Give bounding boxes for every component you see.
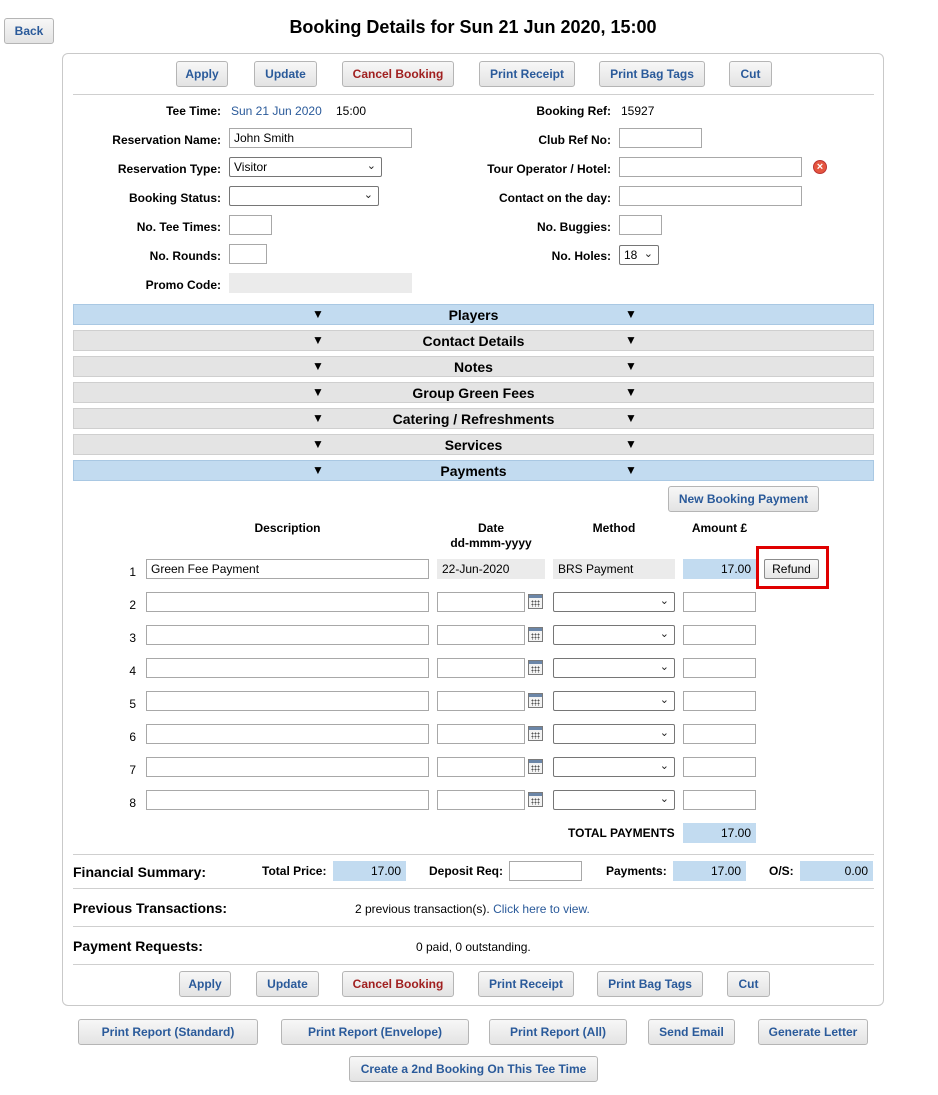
divider	[73, 94, 874, 95]
chevron-down-icon: ⌄	[366, 160, 376, 172]
chevron-down-icon: ⌄	[659, 793, 669, 805]
payment-description-input[interactable]	[146, 658, 429, 678]
new-booking-payment-button[interactable]: New Booking Payment	[668, 486, 819, 512]
calendar-icon[interactable]	[528, 660, 543, 675]
deposit-input[interactable]	[509, 861, 582, 881]
cut-button[interactable]: Cut	[729, 61, 772, 87]
payment-amount-input[interactable]	[683, 625, 756, 645]
previous-transactions-label: Previous Transactions:	[73, 900, 228, 916]
print-report-standard-button[interactable]: Print Report (Standard)	[78, 1019, 258, 1045]
section-title: Players	[448, 307, 499, 323]
payment-date-input[interactable]	[437, 658, 525, 678]
payment-method-select[interactable]	[553, 790, 675, 810]
club-ref-input[interactable]	[619, 128, 702, 148]
triangle-down-icon: ▼	[625, 411, 637, 425]
no-tee-times-input[interactable]	[229, 215, 272, 235]
payment-method-select[interactable]	[553, 625, 675, 645]
payment-date-input[interactable]	[437, 724, 525, 744]
section-services[interactable]	[73, 434, 874, 455]
payment-date-input[interactable]	[437, 790, 525, 810]
section-players[interactable]	[73, 304, 874, 325]
booking-status-select[interactable]	[229, 186, 379, 206]
triangle-down-icon: ▼	[625, 307, 637, 321]
triangle-down-icon: ▼	[312, 463, 324, 477]
section-payments[interactable]	[73, 460, 874, 481]
section-title: Payments	[440, 463, 507, 479]
payments-value: 17.00	[673, 861, 746, 881]
apply-button[interactable]: Apply	[176, 61, 228, 87]
tee-time-date[interactable]: Sun 21 Jun 2020	[231, 104, 322, 118]
chevron-down-icon: ⌄	[659, 760, 669, 772]
calendar-icon[interactable]	[528, 693, 543, 708]
payment-amount-input[interactable]	[683, 724, 756, 744]
payment-description-input[interactable]	[146, 724, 429, 744]
row-number: 5	[129, 697, 136, 711]
no-buggies-label: No. Buggies:	[537, 220, 611, 234]
refund-button[interactable]: Refund	[764, 559, 819, 579]
payment-method-select[interactable]	[553, 658, 675, 678]
section-title: Catering / Refreshments	[392, 411, 555, 427]
booking-ref-label: Booking Ref:	[536, 104, 611, 118]
section-title: Group Green Fees	[412, 385, 535, 401]
chevron-down-icon: ⌄	[659, 694, 669, 706]
payment-date-input[interactable]	[437, 691, 525, 711]
reservation-name-label: Reservation Name:	[112, 133, 221, 147]
section-title: Notes	[454, 359, 493, 375]
payment-description-input[interactable]	[146, 757, 429, 777]
cut-button-bottom[interactable]: Cut	[727, 971, 770, 997]
chevron-down-icon: ⌄	[643, 248, 653, 260]
section-title: Contact Details	[422, 333, 525, 349]
triangle-down-icon: ▼	[625, 359, 637, 373]
row-number: 3	[129, 631, 136, 645]
reservation-type-select[interactable]	[229, 157, 382, 177]
payment-amount-input: 17.00	[683, 559, 756, 579]
triangle-down-icon: ▼	[625, 385, 637, 399]
print-receipt-button-bottom[interactable]: Print Receipt	[478, 971, 574, 997]
cancel-booking-button[interactable]: Cancel Booking	[342, 61, 454, 87]
apply-button-bottom[interactable]: Apply	[179, 971, 231, 997]
tour-operator-input[interactable]	[619, 157, 802, 177]
no-tee-times-label: No. Tee Times:	[136, 220, 221, 234]
row-number: 8	[129, 796, 136, 810]
divider	[73, 926, 874, 927]
previous-transactions-count: 2 previous transaction(s).	[355, 902, 490, 916]
triangle-down-icon: ▼	[625, 437, 637, 451]
payment-amount-input[interactable]	[683, 757, 756, 777]
reservation-name-input[interactable]: John Smith	[229, 128, 412, 148]
tour-operator-label: Tour Operator / Hotel:	[487, 162, 611, 176]
section-notes[interactable]	[73, 356, 874, 377]
print-bag-tags-button-bottom[interactable]: Print Bag Tags	[597, 971, 703, 997]
payment-method-select[interactable]	[553, 757, 675, 777]
payment-date-input[interactable]	[437, 625, 525, 645]
promo-code-label: Promo Code:	[145, 278, 221, 292]
payment-description-input[interactable]	[146, 625, 429, 645]
no-buggies-input[interactable]	[619, 215, 662, 235]
triangle-down-icon: ▼	[312, 333, 324, 347]
triangle-down-icon: ▼	[312, 411, 324, 425]
reservation-type-label: Reservation Type:	[117, 162, 221, 176]
generate-letter-button[interactable]: Generate Letter	[758, 1019, 868, 1045]
section-title: Services	[444, 437, 503, 453]
total-payments-value: 17.00	[683, 823, 756, 843]
contact-label: Contact on the day:	[498, 191, 611, 205]
payment-amount-input[interactable]	[683, 691, 756, 711]
triangle-down-icon: ▼	[312, 385, 324, 399]
payment-requests-text: 0 paid, 0 outstanding.	[416, 940, 531, 954]
booking-status-label: Booking Status:	[129, 191, 221, 205]
promo-code-input[interactable]	[229, 273, 412, 293]
payment-description-input[interactable]: Green Fee Payment	[146, 559, 429, 579]
send-email-button[interactable]: Send Email	[648, 1019, 735, 1045]
no-holes-value: 18	[624, 248, 638, 262]
cancel-booking-button-bottom[interactable]: Cancel Booking	[342, 971, 454, 997]
payment-method-select[interactable]	[553, 592, 675, 612]
financial-summary-label: Financial Summary:	[73, 864, 207, 880]
create-second-booking-button[interactable]: Create a 2nd Booking On This Tee Time	[349, 1056, 598, 1082]
no-holes-select[interactable]	[619, 245, 659, 265]
chevron-down-icon: ⌄	[659, 595, 669, 607]
chevron-down-icon: ⌄	[659, 628, 669, 640]
no-rounds-label: No. Rounds:	[149, 249, 221, 263]
page-title: Booking Details for Sun 21 Jun 2020, 15:00	[289, 17, 657, 37]
payment-description-input[interactable]	[146, 790, 429, 810]
triangle-down-icon: ▼	[625, 463, 637, 477]
print-report-all-button[interactable]: Print Report (All)	[489, 1019, 627, 1045]
triangle-down-icon: ▼	[312, 437, 324, 451]
payment-method-input: BRS Payment	[553, 559, 675, 579]
triangle-down-icon: ▼	[312, 359, 324, 373]
view-transactions-link[interactable]: Click here to view.	[493, 902, 590, 916]
total-price-label: Total Price:	[262, 864, 327, 878]
payment-description-input[interactable]	[146, 691, 429, 711]
col-method-header: Method	[592, 521, 636, 535]
col-description-header: Description	[254, 521, 321, 535]
update-button[interactable]: Update	[254, 61, 317, 87]
print-report-envelope-button[interactable]: Print Report (Envelope)	[281, 1019, 469, 1045]
payment-method-select[interactable]	[553, 691, 675, 711]
row-number: 7	[129, 763, 136, 777]
print-receipt-button[interactable]: Print Receipt	[479, 61, 575, 87]
payments-label: Payments:	[606, 864, 667, 878]
payment-requests-label: Payment Requests:	[73, 938, 203, 954]
triangle-down-icon: ▼	[625, 333, 637, 347]
payment-amount-input[interactable]	[683, 592, 756, 612]
reservation-type-value: Visitor	[234, 160, 268, 174]
outstanding-value: 0.00	[800, 861, 873, 881]
row-number: 4	[129, 664, 136, 678]
divider	[73, 888, 874, 889]
payment-description-input[interactable]	[146, 592, 429, 612]
calendar-icon[interactable]	[528, 792, 543, 807]
club-ref-label: Club Ref No:	[538, 133, 611, 147]
print-bag-tags-button[interactable]: Print Bag Tags	[599, 61, 705, 87]
col-date-header: Date	[477, 521, 504, 535]
payment-amount-input[interactable]	[683, 658, 756, 678]
calendar-icon[interactable]	[528, 594, 543, 609]
back-button[interactable]: Back	[4, 18, 54, 44]
total-price-value: 17.00	[333, 861, 406, 881]
calendar-icon[interactable]	[528, 759, 543, 774]
chevron-down-icon: ⌄	[659, 661, 669, 673]
tee-time-time: 15:00	[336, 104, 367, 118]
col-date-format: dd-mmm-yyyy	[450, 536, 532, 550]
section-catering[interactable]	[73, 408, 874, 429]
divider	[73, 964, 874, 965]
divider	[73, 854, 874, 855]
outstanding-label: O/S:	[769, 864, 794, 878]
chevron-down-icon: ⌄	[659, 727, 669, 739]
refund-highlight	[756, 546, 829, 589]
total-payments-label: TOTAL PAYMENTS	[568, 826, 675, 840]
chevron-down-icon: ⌄	[363, 189, 373, 201]
row-number: 6	[129, 730, 136, 744]
clear-icon[interactable]: ×	[813, 160, 827, 174]
payment-date-input[interactable]	[437, 592, 525, 612]
no-rounds-input[interactable]	[229, 244, 267, 264]
payment-date-input: 22-Jun-2020	[437, 559, 545, 579]
no-holes-label: No. Holes:	[551, 249, 611, 263]
contact-input[interactable]	[619, 186, 802, 206]
payment-method-select[interactable]	[553, 724, 675, 744]
tee-time-label: Tee Time:	[166, 104, 221, 118]
triangle-down-icon: ▼	[312, 307, 324, 321]
payment-date-input[interactable]	[437, 757, 525, 777]
col-amount-header: Amount £	[691, 521, 748, 535]
payment-amount-input[interactable]	[683, 790, 756, 810]
row-number: 2	[129, 598, 136, 612]
previous-transactions-text	[355, 902, 590, 916]
calendar-icon[interactable]	[528, 726, 543, 741]
row-number: 1	[129, 565, 136, 579]
update-button-bottom[interactable]: Update	[256, 971, 319, 997]
booking-ref-value: 15927	[621, 104, 655, 118]
section-group-green-fees[interactable]	[73, 382, 874, 403]
section-contact-details[interactable]	[73, 330, 874, 351]
deposit-label: Deposit Req:	[429, 864, 504, 878]
calendar-icon[interactable]	[528, 627, 543, 642]
